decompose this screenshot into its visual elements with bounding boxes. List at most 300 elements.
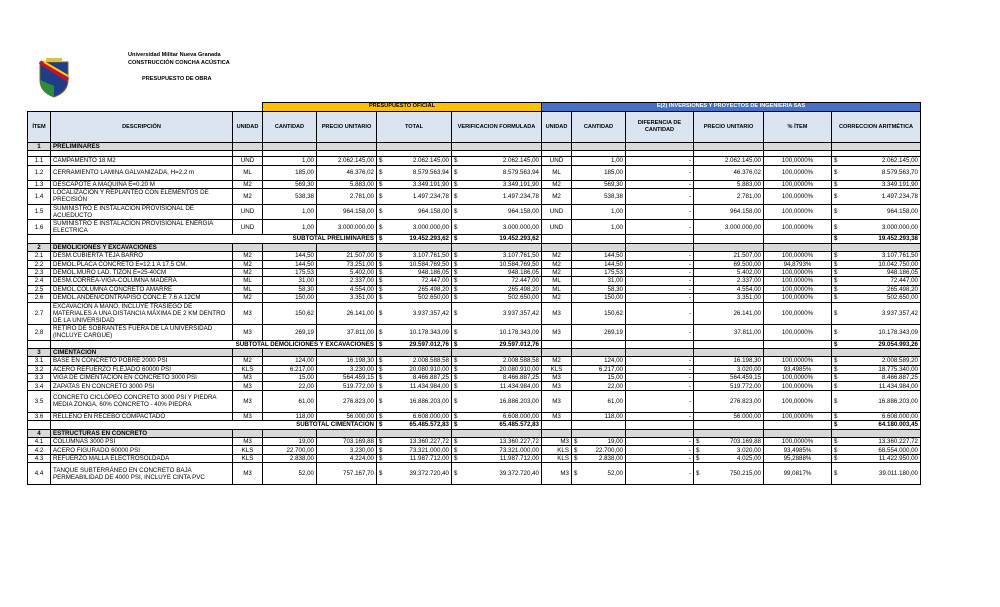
currency-sign: $ bbox=[834, 374, 838, 382]
amount-value: 19.452.293,38 bbox=[878, 235, 918, 243]
total bbox=[377, 382, 452, 390]
column-header-5: TOTAL bbox=[377, 112, 452, 143]
item-percentage: 95,2888% bbox=[764, 454, 832, 462]
formula-check bbox=[452, 252, 542, 260]
amount-value: 22.700,00 bbox=[595, 446, 623, 454]
total bbox=[377, 374, 452, 382]
item-percentage: 100,0000% bbox=[764, 412, 832, 420]
unit-price: 4.224,00 bbox=[317, 454, 377, 462]
amount-value: 948.186,05 bbox=[508, 269, 539, 277]
amount-value: 3.937.357,42 bbox=[881, 309, 918, 317]
quantity-difference: - bbox=[626, 325, 694, 340]
arithmetic-correction bbox=[832, 365, 921, 373]
currency-sign: $ bbox=[454, 260, 458, 268]
arithmetic-correction bbox=[832, 260, 921, 268]
unit-price: 3.230,00 bbox=[317, 365, 377, 373]
empty-cell bbox=[764, 429, 832, 437]
currency-sign: $ bbox=[834, 192, 838, 200]
table-row bbox=[28, 412, 921, 420]
table-body bbox=[28, 143, 921, 485]
empty-cell bbox=[572, 348, 626, 356]
empty-cell bbox=[452, 348, 542, 356]
total bbox=[377, 180, 452, 188]
currency-sign: $ bbox=[834, 309, 838, 317]
amount-value: 6.608.000,00 bbox=[412, 412, 449, 420]
quantity: 150,00 bbox=[263, 294, 317, 302]
quantity-difference: - bbox=[626, 204, 694, 219]
item-number: 2.1 bbox=[28, 252, 51, 260]
currency-sign: $ bbox=[379, 340, 383, 348]
section-number: 2 bbox=[28, 243, 51, 251]
amount-value: 19.452.293,62 bbox=[499, 235, 539, 243]
quantity: 185,00 bbox=[263, 165, 317, 180]
unit-price: 2.337,00 bbox=[317, 277, 377, 285]
arithmetic-correction bbox=[832, 446, 921, 454]
amount-value: 1.497.234,78 bbox=[412, 192, 449, 200]
item-number: 2.4 bbox=[28, 277, 51, 285]
unit-price: 3.000.000,00 bbox=[317, 219, 377, 234]
bidder-unit-price: 56.000,00 bbox=[694, 412, 764, 420]
formula-check bbox=[452, 446, 542, 454]
budget-table bbox=[27, 102, 921, 485]
empty-cell bbox=[572, 235, 626, 243]
item-percentage: 100,0000% bbox=[764, 204, 832, 219]
empty-cell bbox=[317, 143, 377, 151]
column-header-4: PRECIO UNITARIO bbox=[317, 112, 377, 143]
item-description: ZAPATAS EN CONCRETO 3000 PSI bbox=[51, 382, 233, 390]
amount-value: 68.554.000,00 bbox=[878, 446, 918, 454]
item-percentage: 100,0000% bbox=[764, 438, 832, 446]
total bbox=[377, 294, 452, 302]
total bbox=[377, 165, 452, 180]
quantity-difference: - bbox=[626, 390, 694, 412]
item-description: LOCALIZACIÓN Y REPLANTEO CON ELEMENTOS DE PRECISIÓN bbox=[51, 189, 233, 204]
currency-sign: $ bbox=[379, 277, 383, 285]
section-number: 1 bbox=[28, 143, 51, 151]
empty-cell bbox=[263, 143, 317, 151]
section-title: CIMENTACION bbox=[51, 348, 233, 356]
bidder-unit-price bbox=[694, 438, 764, 446]
item-description: ACERO FIGURADO 60000 PSI bbox=[51, 446, 233, 454]
item-description: ACERO REFUERZO FLEJADO 60000 PSI bbox=[51, 365, 233, 373]
currency-sign: $ bbox=[834, 294, 838, 302]
amount-value: 8.579.563,70 bbox=[881, 169, 918, 177]
amount-value: 3.937.357,42 bbox=[502, 309, 539, 317]
subtotal-formula-check bbox=[452, 340, 542, 348]
empty-cell bbox=[263, 243, 317, 251]
item-percentage: 100,0000% bbox=[764, 390, 832, 412]
column-header-6: VERIFICACION FORMULADA bbox=[452, 112, 542, 143]
table-row bbox=[28, 438, 921, 446]
total bbox=[377, 302, 452, 325]
bidder-quantity bbox=[572, 454, 626, 462]
table-row bbox=[28, 454, 921, 462]
table-row bbox=[28, 463, 921, 485]
total bbox=[377, 268, 452, 276]
empty-cell bbox=[626, 348, 694, 356]
item-percentage: 100,0000% bbox=[764, 382, 832, 390]
unit-price: 5.883,00 bbox=[317, 180, 377, 188]
unit-price: 73.251,00 bbox=[317, 260, 377, 268]
item-percentage: 100,0000% bbox=[764, 325, 832, 340]
item-description: DESM.CORREA-VIGA-COLUMNA MADERA bbox=[51, 277, 233, 285]
total bbox=[377, 219, 452, 234]
currency-sign: $ bbox=[454, 294, 458, 302]
bidder-unit-price: 46.376,02 bbox=[694, 165, 764, 180]
unit: M2 bbox=[233, 294, 263, 302]
item-number: 3.1 bbox=[28, 357, 51, 365]
quantity: 538,38 bbox=[263, 189, 317, 204]
currency-sign: $ bbox=[834, 252, 838, 260]
bidder-unit: M2 bbox=[542, 260, 572, 268]
currency-sign: $ bbox=[834, 223, 838, 231]
quantity-difference: - bbox=[626, 365, 694, 373]
currency-sign: $ bbox=[454, 374, 458, 382]
amount-value: 750.215,00 bbox=[730, 470, 761, 478]
currency-sign: $ bbox=[379, 470, 383, 478]
bidder-unit: KLS bbox=[542, 365, 572, 373]
amount-value: 11.434.984,00 bbox=[878, 382, 918, 390]
quantity-difference: - bbox=[626, 446, 694, 454]
empty-cell bbox=[572, 143, 626, 151]
column-header-3: CANTIDAD bbox=[263, 112, 317, 143]
arithmetic-correction bbox=[832, 165, 921, 180]
unit-price: 3.351,00 bbox=[317, 294, 377, 302]
formula-check bbox=[452, 325, 542, 340]
arithmetic-correction bbox=[832, 180, 921, 188]
unit-price: 964.158,00 bbox=[317, 204, 377, 219]
table-row bbox=[28, 285, 921, 293]
bidder-unit-price: 3.020,00 bbox=[694, 365, 764, 373]
bidder-unit-price: 26.141,00 bbox=[694, 302, 764, 325]
currency-sign: $ bbox=[834, 285, 838, 293]
empty-cell bbox=[233, 429, 263, 437]
bidder-unit-price: 3.351,00 bbox=[694, 294, 764, 302]
quantity-difference: - bbox=[626, 189, 694, 204]
section-title: DEMOLICIONES Y EXCAVACIONES bbox=[51, 243, 233, 251]
table-row bbox=[28, 365, 921, 373]
currency-sign: $ bbox=[454, 269, 458, 277]
amount-value: 3.020,00 bbox=[736, 446, 761, 454]
table-row bbox=[28, 189, 921, 204]
empty-cell bbox=[832, 243, 921, 251]
amount-value: 3.107.761,50 bbox=[502, 252, 539, 260]
table-row bbox=[28, 325, 921, 340]
amount-value: 265.498,20 bbox=[418, 285, 449, 293]
amount-value: 6.608.000,00 bbox=[502, 412, 539, 420]
item-number: 1.1 bbox=[28, 157, 51, 165]
arithmetic-correction bbox=[832, 325, 921, 340]
formula-check bbox=[452, 365, 542, 373]
amount-value: 964.158,00 bbox=[887, 208, 918, 216]
amount-value: 65.485.572,83 bbox=[409, 421, 449, 429]
item-percentage: 100,0000% bbox=[764, 357, 832, 365]
bidder-quantity: 144,50 bbox=[572, 252, 626, 260]
unit-price: 519.772,00 bbox=[317, 382, 377, 390]
subtotal-formula-check bbox=[452, 421, 542, 429]
empty-cell bbox=[542, 243, 572, 251]
amount-value: 3.000.000,00 bbox=[881, 223, 918, 231]
currency-sign: $ bbox=[379, 397, 383, 405]
bidder-quantity: 1,00 bbox=[572, 204, 626, 219]
unit: UND bbox=[233, 157, 263, 165]
amount-value: 11.434.984,00 bbox=[409, 382, 449, 390]
empty-cell bbox=[764, 348, 832, 356]
amount-value: 39.372.720,40 bbox=[409, 470, 449, 478]
currency-sign: $ bbox=[834, 180, 838, 188]
formula-check bbox=[452, 412, 542, 420]
unit: M2 bbox=[233, 252, 263, 260]
empty-cell bbox=[694, 340, 764, 348]
empty-cell bbox=[764, 235, 832, 243]
empty-cell bbox=[832, 429, 921, 437]
quantity: 569,30 bbox=[263, 180, 317, 188]
empty-cell bbox=[377, 143, 452, 151]
amount-value: 52,00 bbox=[607, 470, 623, 478]
bidder-unit: M3 bbox=[542, 390, 572, 412]
empty-cell bbox=[317, 243, 377, 251]
bidder-unit-price: 2.337,00 bbox=[694, 277, 764, 285]
amount-value: 16.886.203,00 bbox=[409, 397, 449, 405]
formula-check bbox=[452, 302, 542, 325]
amount-value: 19,00 bbox=[607, 438, 623, 446]
unit: M2 bbox=[233, 357, 263, 365]
bidder-quantity: 118,00 bbox=[572, 412, 626, 420]
quantity: 118,00 bbox=[263, 412, 317, 420]
formula-check bbox=[452, 438, 542, 446]
amount-value: 2.062.145,00 bbox=[502, 157, 539, 165]
currency-sign: $ bbox=[379, 169, 383, 177]
amount-value: 964.158,00 bbox=[508, 208, 539, 216]
empty-cell bbox=[377, 429, 452, 437]
amount-value: 502.650,00 bbox=[418, 294, 449, 302]
quantity: 124,00 bbox=[263, 357, 317, 365]
bidder-unit: M3 bbox=[542, 463, 572, 485]
item-description: REFUERZO MALLA ELECTROSOLDADA bbox=[51, 454, 233, 462]
bidder-quantity bbox=[572, 463, 626, 485]
bidder-quantity: 61,00 bbox=[572, 390, 626, 412]
currency-sign: $ bbox=[379, 180, 383, 188]
empty-cell bbox=[317, 429, 377, 437]
quantity: 52,00 bbox=[263, 463, 317, 485]
amount-value: 3.349.191,90 bbox=[412, 180, 449, 188]
currency-sign: $ bbox=[574, 454, 578, 462]
amount-value: 29.597.012,76 bbox=[499, 340, 539, 348]
amount-value: 1.497.234,78 bbox=[502, 192, 539, 200]
bidder-quantity: 538,38 bbox=[572, 189, 626, 204]
empty-cell bbox=[572, 340, 626, 348]
amount-value: 39.011.180,00 bbox=[878, 470, 918, 478]
item-percentage: 100,0000% bbox=[764, 277, 832, 285]
subtotal-row bbox=[28, 340, 921, 348]
unit: M3 bbox=[233, 325, 263, 340]
amount-value: 265.498,20 bbox=[887, 285, 918, 293]
empty-cell bbox=[694, 421, 764, 429]
quantity-difference: - bbox=[626, 302, 694, 325]
empty-cell bbox=[452, 143, 542, 151]
bidder-unit-price bbox=[694, 463, 764, 485]
currency-sign: $ bbox=[454, 382, 458, 390]
bidder-unit: M3 bbox=[542, 302, 572, 325]
amount-value: 11.434.984,00 bbox=[499, 382, 539, 390]
column-header-0: ÍTEM bbox=[28, 112, 51, 143]
bidder-unit-price: 69.500,00 bbox=[694, 260, 764, 268]
amount-value: 10.584.769,50 bbox=[409, 260, 449, 268]
document-subtitle: PRESUPUESTO DE OBRA bbox=[142, 76, 212, 82]
empty-cell bbox=[626, 429, 694, 437]
table-row bbox=[28, 446, 921, 454]
subtotal-label: SUBTOTAL DEMOLICIONES Y EXCAVACIONES bbox=[51, 340, 377, 348]
amount-value: 3.937.357,42 bbox=[412, 309, 449, 317]
bidder-unit: UND bbox=[542, 204, 572, 219]
bidder-quantity: 1,00 bbox=[572, 219, 626, 234]
empty-cell bbox=[542, 235, 572, 243]
quantity: 61,00 bbox=[263, 390, 317, 412]
currency-sign: $ bbox=[834, 260, 838, 268]
bidder-quantity bbox=[572, 438, 626, 446]
bidder-unit-price: 2.781,00 bbox=[694, 189, 764, 204]
currency-sign: $ bbox=[379, 365, 383, 373]
total bbox=[377, 390, 452, 412]
amount-value: 11.987.712,00 bbox=[409, 454, 449, 462]
arithmetic-correction bbox=[832, 285, 921, 293]
item-number: 3.6 bbox=[28, 412, 51, 420]
currency-sign: $ bbox=[834, 365, 838, 373]
unit: KLS bbox=[233, 446, 263, 454]
formula-check bbox=[452, 454, 542, 462]
currency-sign: $ bbox=[454, 252, 458, 260]
empty-cell bbox=[542, 421, 572, 429]
formula-check bbox=[452, 204, 542, 219]
currency-sign: $ bbox=[834, 340, 838, 348]
item-percentage: 100,0000% bbox=[764, 285, 832, 293]
currency-sign: $ bbox=[454, 438, 458, 446]
unit: ML bbox=[233, 277, 263, 285]
currency-sign: $ bbox=[454, 223, 458, 231]
empty-cell bbox=[832, 348, 921, 356]
currency-sign: $ bbox=[379, 357, 383, 365]
quantity-difference: - bbox=[626, 252, 694, 260]
item-number: 4.3 bbox=[28, 454, 51, 462]
table-row bbox=[28, 260, 921, 268]
amount-value: 8.466.887,25 bbox=[881, 374, 918, 382]
bidder-quantity: 269,19 bbox=[572, 325, 626, 340]
unit-price: 4.554,00 bbox=[317, 285, 377, 293]
total bbox=[377, 365, 452, 373]
bidder-unit: M3 bbox=[542, 325, 572, 340]
currency-sign: $ bbox=[379, 454, 383, 462]
formula-check bbox=[452, 374, 542, 382]
total bbox=[377, 189, 452, 204]
currency-sign: $ bbox=[454, 192, 458, 200]
formula-check bbox=[452, 189, 542, 204]
quantity: 269,19 bbox=[263, 325, 317, 340]
amount-value: 29.054.993,26 bbox=[878, 340, 918, 348]
currency-sign: $ bbox=[379, 446, 383, 454]
total bbox=[377, 325, 452, 340]
currency-sign: $ bbox=[379, 285, 383, 293]
empty-cell bbox=[626, 243, 694, 251]
bidder-unit: M2 bbox=[542, 252, 572, 260]
quantity: 1,00 bbox=[263, 204, 317, 219]
amount-value: 20.080.910,00 bbox=[499, 365, 539, 373]
university-name: Universidad Militar Nueva Granada bbox=[128, 52, 221, 58]
amount-value: 18.775.340,00 bbox=[878, 365, 918, 373]
total bbox=[377, 277, 452, 285]
item-number: 4.4 bbox=[28, 463, 51, 485]
unit-price: 564.459,15 bbox=[317, 374, 377, 382]
column-header-1: DESCRIPCIÓN bbox=[51, 112, 233, 143]
currency-sign: $ bbox=[834, 421, 838, 429]
arithmetic-correction bbox=[832, 412, 921, 420]
currency-sign: $ bbox=[454, 397, 458, 405]
item-number: 3.4 bbox=[28, 382, 51, 390]
item-description: VIGA DE CIMENTACION EN CONCRETO 3000 PSI bbox=[51, 374, 233, 382]
empty-cell bbox=[28, 235, 51, 243]
amount-value: 3.349.191,90 bbox=[881, 180, 918, 188]
currency-sign: $ bbox=[379, 382, 383, 390]
empty-cell bbox=[317, 348, 377, 356]
quantity: 15,00 bbox=[263, 374, 317, 382]
item-number: 2.3 bbox=[28, 268, 51, 276]
amount-value: 65.485.572,83 bbox=[499, 421, 539, 429]
empty-cell bbox=[694, 235, 764, 243]
arithmetic-correction bbox=[832, 438, 921, 446]
arithmetic-correction bbox=[832, 357, 921, 365]
quantity-difference: - bbox=[626, 454, 694, 462]
subtotal-row bbox=[28, 235, 921, 243]
bidder-group: E(2) INVERSIONES Y PROYECTOS DE INGENIERÍA SAS bbox=[542, 103, 921, 112]
amount-value: 16.886.203,00 bbox=[499, 397, 539, 405]
item-description: CONCRETO CICLÓPEO CONCRETO 3000 PSI Y PIEDRA MEDIA ZONGA, 60% CONCRETO - 40% PIEDRA bbox=[51, 390, 233, 412]
bidder-unit: M3 bbox=[542, 374, 572, 382]
unit: M3 bbox=[233, 412, 263, 420]
formula-check bbox=[452, 180, 542, 188]
section-row bbox=[28, 429, 921, 437]
formula-check bbox=[452, 268, 542, 276]
amount-value: 3.000.000,00 bbox=[412, 223, 449, 231]
document-header bbox=[36, 52, 336, 102]
amount-value: 8.579.563,94 bbox=[412, 169, 449, 177]
bidder-quantity: 144,50 bbox=[572, 260, 626, 268]
formula-check bbox=[452, 260, 542, 268]
total bbox=[377, 446, 452, 454]
item-percentage: 100,0000% bbox=[764, 302, 832, 325]
bidder-unit-price: 964.158,00 bbox=[694, 204, 764, 219]
empty-cell bbox=[572, 429, 626, 437]
total bbox=[377, 412, 452, 420]
arithmetic-correction bbox=[832, 302, 921, 325]
quantity-difference: - bbox=[626, 357, 694, 365]
unit: KLS bbox=[233, 365, 263, 373]
currency-sign: $ bbox=[454, 157, 458, 165]
empty-cell bbox=[694, 429, 764, 437]
unit-price: 26.141,00 bbox=[317, 302, 377, 325]
amount-value: 964.158,00 bbox=[418, 208, 449, 216]
currency-sign: $ bbox=[696, 438, 700, 446]
amount-value: 73.321.000,00 bbox=[409, 446, 449, 454]
currency-sign: $ bbox=[379, 374, 383, 382]
empty-cell bbox=[542, 348, 572, 356]
arithmetic-correction bbox=[832, 294, 921, 302]
empty-cell bbox=[832, 143, 921, 151]
currency-sign: $ bbox=[574, 438, 578, 446]
quantity-difference: - bbox=[626, 180, 694, 188]
item-percentage: 100,0000% bbox=[764, 157, 832, 165]
item-number: 3.2 bbox=[28, 365, 51, 373]
item-number: 2.7 bbox=[28, 302, 51, 325]
quantity: 6.217,00 bbox=[263, 365, 317, 373]
